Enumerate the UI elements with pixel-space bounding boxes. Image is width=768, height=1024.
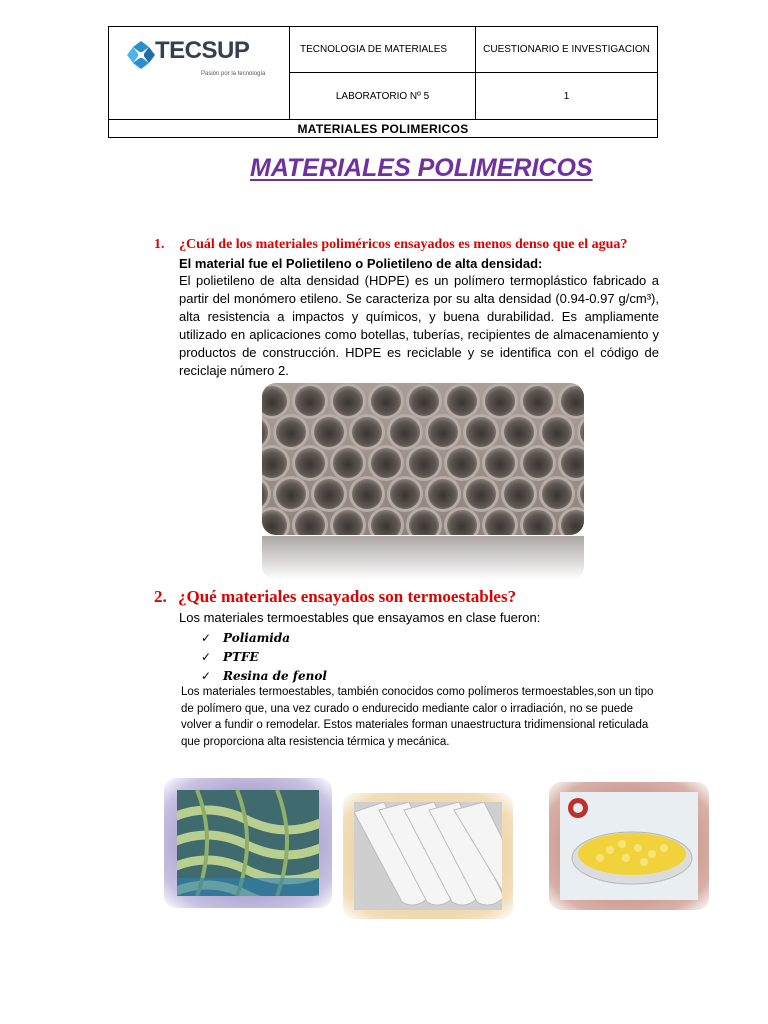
pipe-hole (295, 448, 325, 478)
page-title: MATERIALES POLIMERICOS (250, 154, 593, 182)
pipe-hole (371, 386, 401, 416)
list-item-label: Resina de fenol (223, 668, 327, 683)
pipe-hole (409, 448, 439, 478)
pipe-hole (485, 386, 515, 416)
polyamide-rope-frame (164, 778, 332, 908)
pipe-hole (504, 479, 534, 509)
ptfe-rods-image (354, 802, 502, 910)
pipe-hole (542, 479, 572, 509)
pipe-hole (276, 479, 306, 509)
pipe-hole (485, 448, 515, 478)
pipe-hole (276, 417, 306, 447)
lab-cell: LABORATORIO Nº 5 (290, 73, 476, 119)
pipe-hole (428, 417, 458, 447)
pipe-hole (466, 417, 496, 447)
pipe-hole (333, 448, 363, 478)
question-1-text: ¿Cuál de los materiales poliméricos ensayados es menos denso que el agua? (179, 237, 628, 252)
pipe-hole (447, 448, 477, 478)
header-table (108, 26, 658, 138)
phenol-resin-image (560, 792, 698, 900)
list-item (201, 666, 327, 685)
phenol-resin-frame (549, 782, 709, 910)
hdpe-pipes-reflection (262, 536, 584, 580)
question-2-number: 2. (154, 587, 167, 606)
answer-2-paragraph: Los materiales termoestables, también conocidos como polímeros termoestables,son un tipo de polímero que, una vez curado o endurecido mediante calor o irradiación, no se puede volver a fundir o remodelar. Estos materiales forman unaestructura tridimensional reticulada que proporciona alta resistencia térmica y mecánica. (181, 686, 654, 748)
pipe-hole (409, 386, 439, 416)
check-icon: ✓ (201, 630, 212, 645)
list-item-label: PTFE (223, 649, 259, 664)
thermoset-list (201, 628, 327, 685)
pipe-hole (542, 417, 572, 447)
pipe-hole (314, 479, 344, 509)
pipe-hole (295, 386, 325, 416)
list-item (201, 628, 327, 647)
logo-text: TECSUP (155, 37, 250, 64)
hdpe-pipes-image (262, 383, 584, 535)
pipe-hole (352, 417, 382, 447)
pipe-hole (314, 417, 344, 447)
check-icon: ✓ (201, 668, 212, 683)
pipe-hole (523, 386, 553, 416)
course-cell: TECNOLOGIA DE MATERIALES (290, 27, 476, 73)
answer-1-heading: El material fue el Polietileno o Polietileno de alta densidad: (179, 256, 543, 271)
pipe-hole (466, 479, 496, 509)
logo-cell (109, 27, 290, 119)
check-icon: ✓ (201, 649, 212, 664)
list-item (201, 647, 327, 666)
pipe-hole (352, 479, 382, 509)
pipe-hole (523, 448, 553, 478)
question-2-text: ¿Qué materiales ensayados son termoestables? (178, 587, 517, 606)
tecsup-logo-icon (127, 41, 155, 69)
header-band-title: MATERIALES POLIMERICOS (109, 119, 657, 137)
question-1-number: 1. (154, 237, 165, 252)
pipe-hole (390, 417, 420, 447)
doc-type-cell: CUESTIONARIO E INVESTIGACION (476, 27, 657, 73)
pipe-hole (504, 417, 534, 447)
pipe-hole (447, 386, 477, 416)
pipe-hole (428, 479, 458, 509)
pipe-hole (390, 479, 420, 509)
answer-1-paragraph: El polietileno de alta densidad (HDPE) es un polímero termoplástico fabricado a partir del monómero etileno. Se caracteriza por su alta densidad (0.94-0.97 g/cm³), alta resistencia a impactos y químicos, y buena durabilidad. Es ampliamente utilizado en aplicaciones como botellas, tuberías, recipientes de almacenamiento y productos de construcción. HDPE es reciclable y se identifica con el código de reciclaje número 2. (179, 273, 659, 378)
answer-2-intro: Los materiales termoestables que ensayamos en clase fueron: (179, 610, 541, 625)
pipe-hole (371, 448, 401, 478)
page-number-cell: 1 (563, 90, 570, 102)
pipe-hole (333, 386, 363, 416)
list-item-label: Poliamida (223, 630, 291, 645)
polyamide-rope-image (177, 790, 319, 896)
ptfe-rods-frame (343, 793, 513, 919)
logo-tagline: Pasión por la tecnología (201, 71, 266, 77)
